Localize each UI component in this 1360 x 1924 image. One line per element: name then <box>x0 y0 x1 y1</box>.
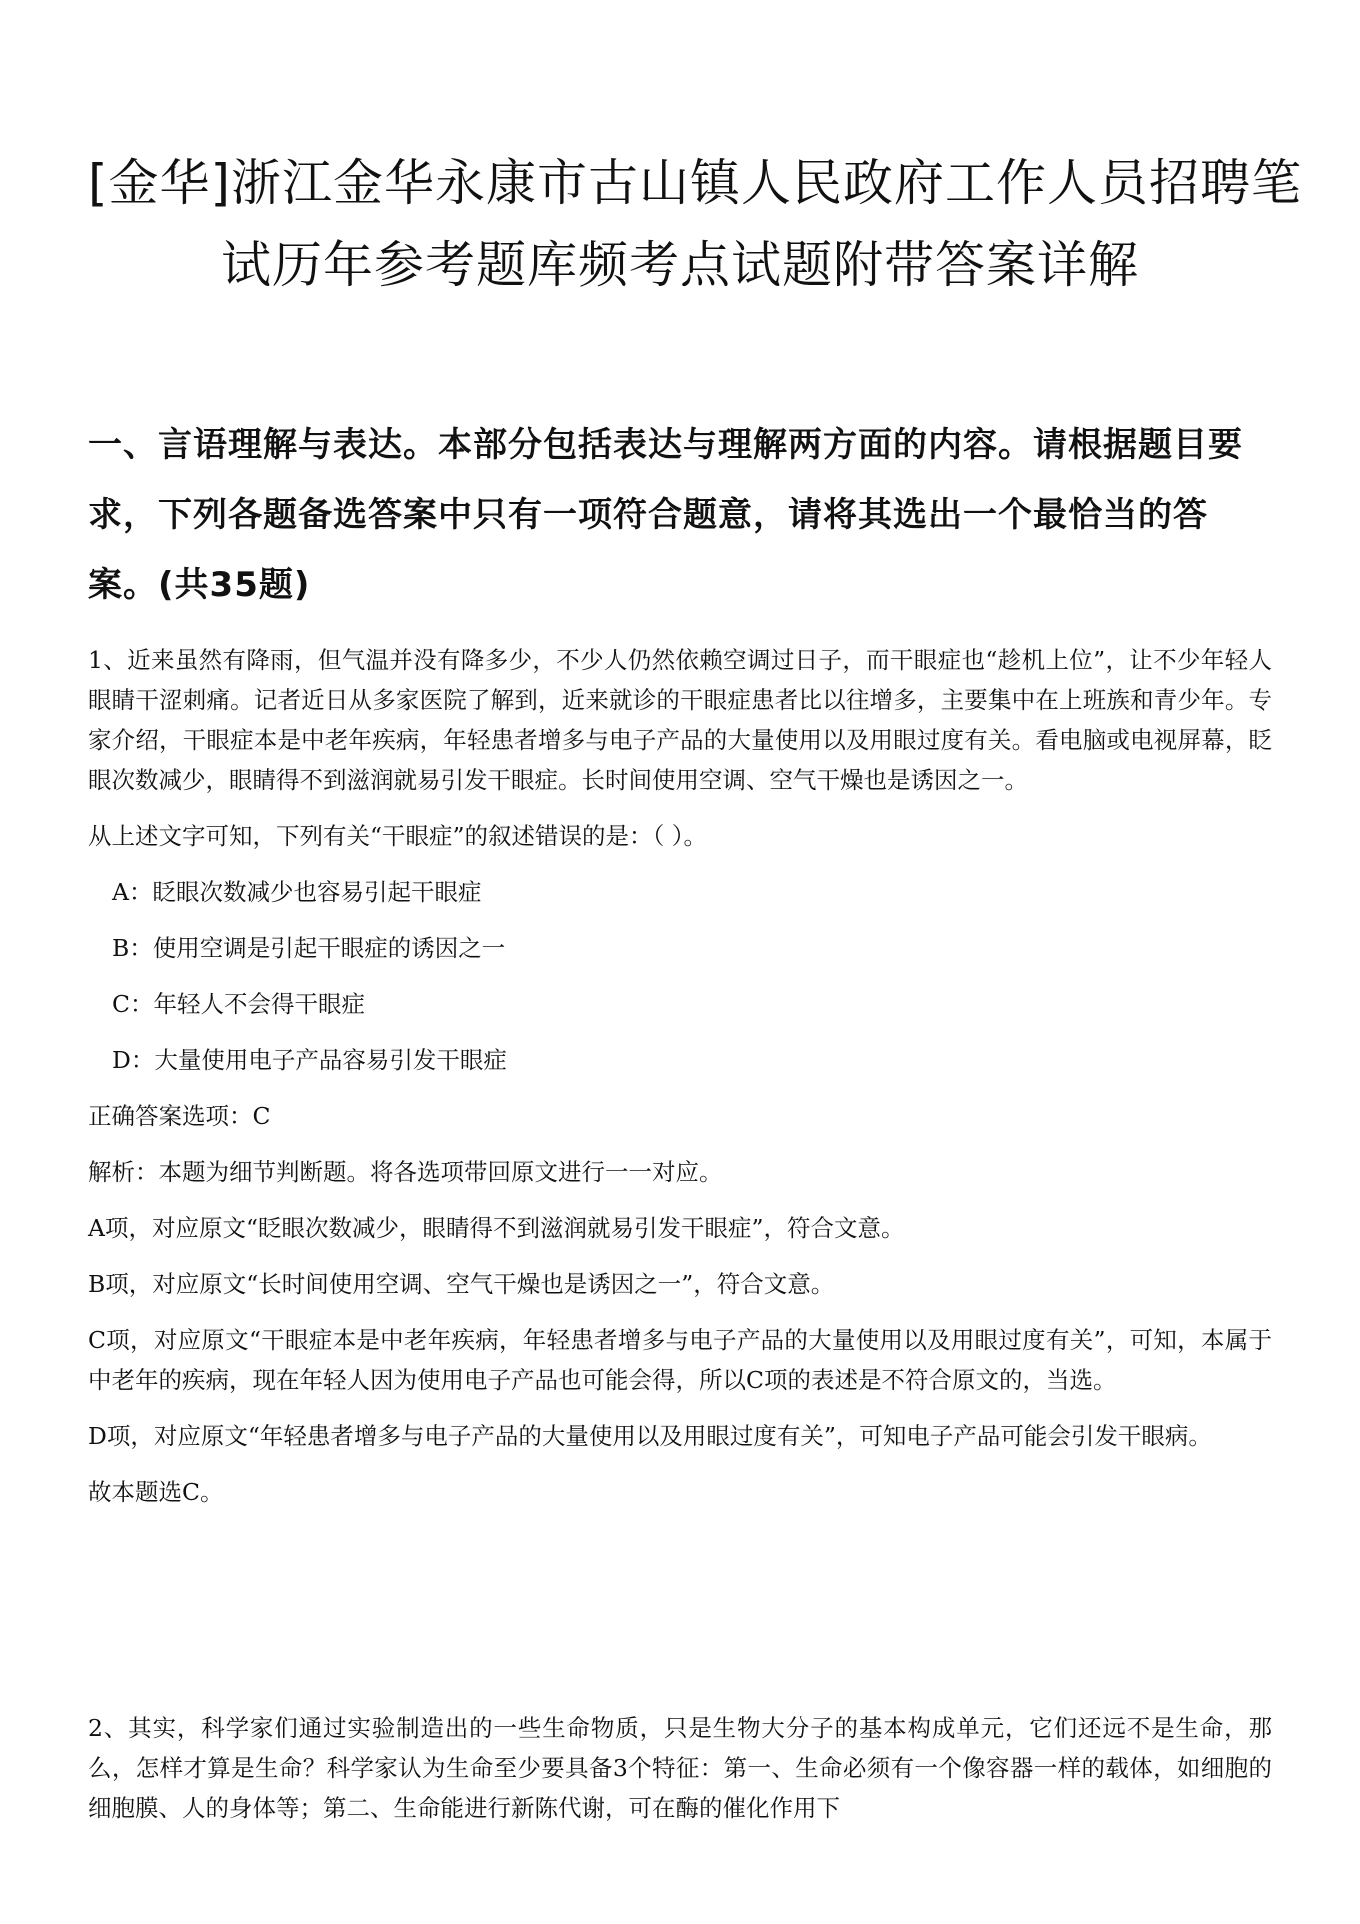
question-1-analysis-b: B项，对应原文“长时间使用空调、空气干燥也是诱因之一”，符合文意。 <box>88 1270 835 1298</box>
document-title <box>88 142 1303 306</box>
section-heading: 一、言语理解与表达。本部分包括表达与理解两方面的内容。请根据题目要求，下列各题备选答案中只有一项符合题意，请将其选出一个最恰当的答案。(共35题) <box>88 425 1243 605</box>
question-1-option-a: A：眨眼次数减少也容易引起干眼症 <box>112 878 482 906</box>
question-1-option-d: D：大量使用电子产品容易引发干眼症 <box>112 1046 507 1074</box>
question-1-stem: 1、近来虽然有降雨，但气温并没有降多少，不少人仍然依赖空调过日子，而干眼症也“趁机上位”，让不少年轻人眼睛干涩刺痛。记者近日从多家医院了解到，近来就诊的干眼症患者比以往增多，主要集中在上班族和青少年。专家介绍，干眼症本是中老年疾病，年轻患者增多与电子产品的大量使用以及用眼过度有关。看电脑或电视屏幕，眨眼次数减少，眼睛得不到滋润就易引发干眼症。长时间使用空调、空气干燥也是诱因之一。 <box>88 646 1272 794</box>
question-1-prompt: 从上述文字可知，下列有关“干眼症”的叙述错误的是：（ ）。 <box>88 822 707 850</box>
question-2 <box>88 1708 1272 1828</box>
question-1-analysis-d: D项，对应原文“年轻患者增多与电子产品的大量使用以及用眼过度有关”，可知电子产品可能会引发干眼病。 <box>88 1422 1212 1450</box>
question-2-stem: 2、其实，科学家们通过实验制造出的一些生命物质，只是生物大分子的基本构成单元，它们还远不是生命，那么，怎样才算是生命？科学家认为生命至少要具备3个特征：第一、生命必须有一个像容器一样的载体，如细胞的细胞膜、人的身体等；第二、生命能进行新陈代谢，可在酶的催化作用下 <box>88 1714 1272 1822</box>
question-1-answer: 正确答案选项：C <box>88 1102 271 1130</box>
question-1 <box>88 640 1272 1512</box>
question-1-option-b: B：使用空调是引起干眼症的诱因之一 <box>112 934 506 962</box>
question-1-analysis-intro: 解析：本题为细节判断题。将各选项带回原文进行一一对应。 <box>88 1158 723 1186</box>
document-title-line-2: 试历年参考题库频考点试题附带答案详解 <box>221 236 1139 294</box>
question-1-conclusion: 故本题选C。 <box>88 1478 224 1506</box>
question-1-analysis-c: C项，对应原文“干眼症本是中老年疾病，年轻患者增多与电子产品的大量使用以及用眼过度有关”，可知，本属于中老年的疾病，现在年轻人因为使用电子产品也可能会得，所以C项的表述是不符合原文的，当选。 <box>88 1326 1272 1394</box>
question-1-option-c: C：年轻人不会得干眼症 <box>112 990 365 1018</box>
question-1-analysis-a: A项，对应原文“眨眼次数减少，眼睛得不到滋润就易引发干眼症”，符合文意。 <box>88 1214 905 1242</box>
document-title-line-1: [金华]浙江金华永康市古山镇人民政府工作人员招聘笔 <box>88 154 1303 212</box>
